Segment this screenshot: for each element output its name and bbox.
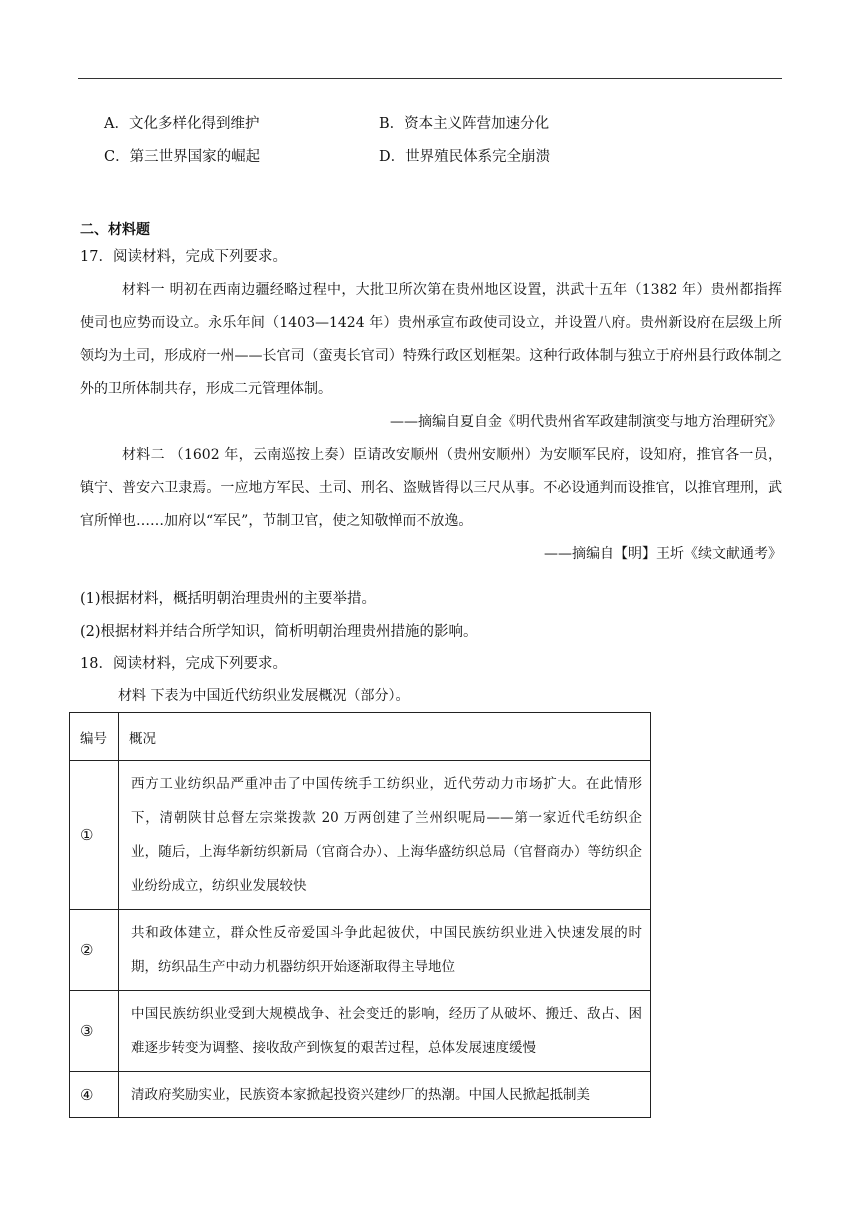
q17-stem: 17．阅读材料，完成下列要求。	[80, 249, 287, 265]
option-b: B．资本主义阵营加速分化	[379, 116, 550, 132]
q17-material-1-source: ——摘编自夏自金《明代贵州省军政建制演变与地方治理研究》	[390, 414, 782, 430]
option-a: A．文化多样化得到维护	[104, 116, 260, 132]
textile-table	[69, 712, 651, 1118]
q17-materials	[80, 274, 782, 571]
table-row	[70, 910, 651, 991]
row-number: ③	[70, 991, 119, 1072]
table-row	[70, 1072, 651, 1118]
q17-material-1: 材料一 明初在西南边疆经略过程中，大批卫所次第在贵州地区设置，洪武十五年（1382 年）贵州都指挥使司也应势而设立。永乐年间（1403—1424 年）贵州承宣布政使司设立，并设置八府。贵州新设府在层级上所领均为土司，形成府一州——长官司（蛮夷长官司）特殊行政区划框架。这种行政体制与独立于府州县行政体制之外的卫所体制共存，形成二元管理体制。	[80, 282, 782, 397]
table-row	[70, 761, 651, 910]
q17-sub2: (2)根据材料并结合所学知识，简析明朝治理贵州措施的影响。	[80, 624, 478, 640]
table-row	[70, 991, 651, 1072]
row-text: 清政府奖励实业，民族资本家掀起投资兴建纱厂的热潮。中国人民掀起抵制美	[119, 1072, 651, 1118]
option-d: D．世界殖民体系完全崩溃	[379, 149, 551, 165]
q17-sub1: (1)根据材料，概括明朝治理贵州的主要举措。	[80, 591, 377, 607]
q17-material-2-source: ——摘编自【明】王圻《续文献通考》	[544, 546, 782, 562]
row-text: 中国民族纺织业受到大规模战争、社会变迁的影响，经历了从破坏、搬迁、敌占、困难逐步转变为调整、接收敌产到恢复的艰苦过程，总体发展速度缓慢	[119, 991, 651, 1072]
row-text: 共和政体建立，群众性反帝爱国斗争此起彼伏，中国民族纺织业进入快速发展的时期，纺织品生产中动力机器纺织开始逐渐取得主导地位	[119, 910, 651, 991]
table-header-row	[70, 713, 651, 761]
row-number: ④	[70, 1072, 119, 1118]
header-overview: 概况	[119, 713, 651, 761]
row-text: 西方工业纺织品严重冲击了中国传统手工纺织业，近代劳动力市场扩大。在此情形下，清朝陕甘总督左宗棠拨款 20 万两创建了兰州织呢局——第一家近代毛纺织企业，随后，上海华新纺织新局（官商合办）、上海华盛纺织总局（官督商办）等纺织企业纷纷成立，纺织业发展较快	[119, 761, 651, 910]
header-number: 编号	[70, 713, 119, 761]
q18-intro: 材料 下表为中国近代纺织业发展概况（部分）。	[118, 688, 410, 704]
option-c: C．第三世界国家的崛起	[104, 149, 261, 165]
header-rule	[78, 78, 782, 79]
q17-material-2: 材料二 （1602 年，云南巡按上奏）臣请改安顺州（贵州安顺州）为安顺军民府，设知府，推官各一员，镇宁、普安六卫隶焉。一应地方军民、土司、刑名、盗贼皆得以三尺从事。不必设通判而设推官，以推官理刑，武官所惮也……加府以“军民”，节制卫官，使之知敬惮而不放逸。	[80, 447, 782, 529]
row-number: ①	[70, 761, 119, 910]
q18-stem: 18．阅读材料，完成下列要求。	[80, 656, 287, 672]
row-number: ②	[70, 910, 119, 991]
section-title: 二、材料题	[80, 222, 150, 238]
